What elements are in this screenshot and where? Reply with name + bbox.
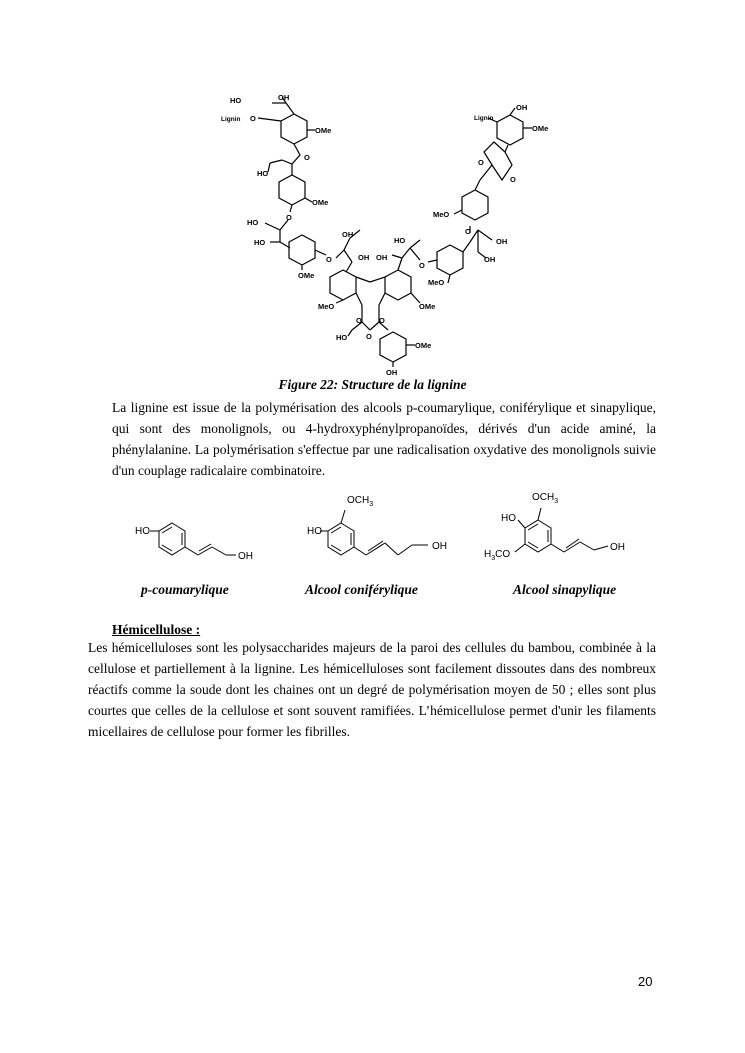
lignin-label: O — [326, 255, 332, 264]
lignin-label: OH — [278, 93, 290, 102]
lignin-label: OMe — [315, 126, 332, 135]
lignin-structure-figure — [212, 85, 572, 375]
coniferyl-ho: HO — [307, 526, 322, 537]
lignin-label: O — [465, 227, 471, 236]
lignin-label: MeO — [433, 210, 450, 219]
lignin-label: OH — [358, 253, 370, 262]
lignin-label: HO — [254, 238, 266, 247]
lignin-label: OH — [342, 230, 354, 239]
lignin-label: HO — [230, 96, 242, 105]
lignin-label: O — [379, 316, 385, 325]
sinapyl-h3co: $H_3CO$ — [484, 549, 511, 562]
sinapyl-och3: $OCH_3$ — [532, 492, 559, 505]
paragraph-hemicellulose: Les hémicelluloses sont les polysaccharides majeurs de la paroi des cellules du bambou, combinée à la cellulose et partiellement à la lignine. Les hémicelluloses sont facilement dissoutes dans des nombreux réactifs comme la soude dont les chaines ont un degré de polymérisation moyen de 50 ; elles sont plus courtes que celles de la cellulose et sont souvent ramifiées. L’hémicellulose permet d'unir les filaments micellaires de cellulose pour former les fibrilles. — [88, 640, 656, 739]
lignin-label: OH — [484, 255, 496, 264]
sinapyl-oh: OH — [610, 542, 625, 553]
coniferyl-och3: $OCH_3$ — [347, 495, 374, 508]
lignin-label: MeO — [428, 278, 445, 287]
lignin-label: OH — [376, 253, 388, 262]
lignin-label: OH — [386, 368, 398, 375]
lignin-label: HO — [257, 169, 269, 178]
label-alcool-sinapylique: Alcool sinapylique — [513, 582, 617, 597]
lignin-label: Lignin — [221, 116, 241, 123]
lignin-label: O — [366, 332, 372, 341]
p-coumaryl-oh: OH — [238, 551, 253, 562]
lignin-label: OMe — [415, 341, 432, 350]
lignin-label: OMe — [312, 198, 329, 207]
lignin-label: MeO — [318, 302, 335, 311]
label-p-coumarylique: p-coumarylique — [141, 582, 229, 597]
lignin-label: Lignin — [474, 115, 494, 122]
paragraph-lignin: La lignine est issue de la polymérisation des alcools p-coumarylique, coniférylique et sinapylique, qui sont des monolignols, ou 4-hydroxyphénylpropanoïdes, dérivés d'un acide aminé, la phénylalanine. La polymérisation s'effectue par une radicalisation oxydative des monolignols suivie d'un couplage radicalaire combinatoire. — [112, 400, 656, 478]
lignin-label: OMe — [532, 124, 549, 133]
sinapyl-ho: HO — [501, 513, 516, 524]
lignin-label: O — [250, 114, 256, 123]
figure-caption: Figure 22: Structure de la lignine — [278, 377, 467, 392]
lignin-label: HO — [336, 333, 348, 342]
lignin-label: O — [304, 153, 310, 162]
section-heading-hemicellulose: Hémicellulose : — [112, 622, 201, 637]
lignin-label: O — [356, 316, 362, 325]
label-alcool-coniferylique: Alcool coniférylique — [305, 582, 418, 597]
coniferyl-oh: OH — [432, 541, 447, 552]
monolignols-figure — [125, 488, 635, 578]
p-coumaryl-ho: HO — [135, 526, 150, 537]
lignin-label: OMe — [419, 302, 436, 311]
lignin-label: O — [286, 213, 292, 222]
lignin-label: HO — [394, 236, 406, 245]
lignin-label: HO — [247, 218, 259, 227]
page-number: 20 — [638, 974, 653, 989]
lignin-label: OH — [496, 237, 508, 246]
lignin-label: O — [510, 175, 516, 184]
lignin-label: O — [478, 158, 484, 167]
lignin-label: OH — [516, 103, 528, 112]
lignin-label: O — [419, 261, 425, 270]
lignin-label: OMe — [298, 271, 315, 280]
